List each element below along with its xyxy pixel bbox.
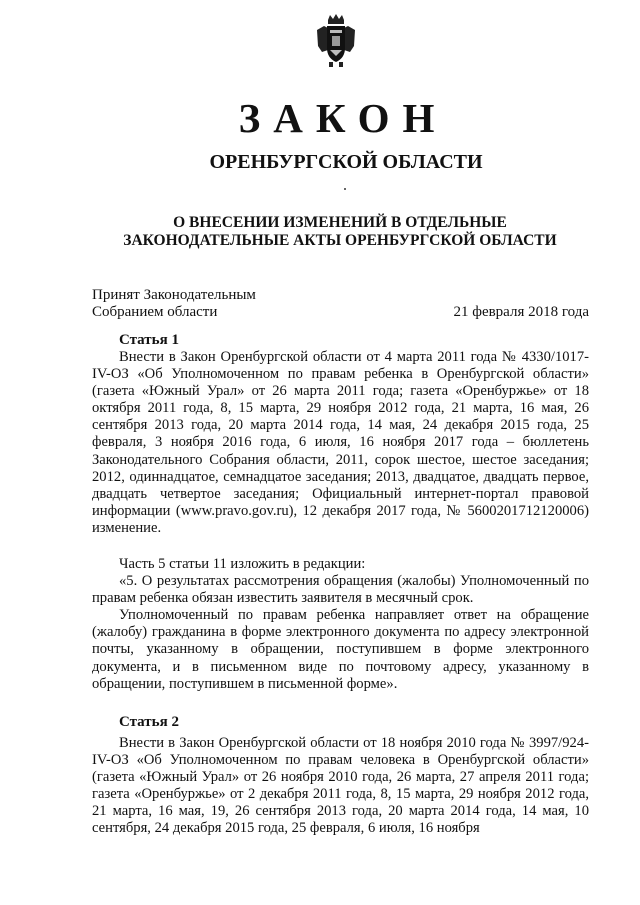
law-region: ОРЕНБУРГСКОЙ ОБЛАСТИ <box>209 151 483 173</box>
coat-of-arms-icon <box>316 14 356 68</box>
article-2-body <box>92 735 589 838</box>
adoption-date: 21 февраля 2018 года <box>453 304 589 320</box>
adoption-line-2: Собранием области <box>92 304 218 320</box>
adoption-line-1: Принят Законодательным <box>92 287 256 303</box>
article-1-heading: Статья 1 <box>119 332 179 348</box>
article-1-paragraph: Внести в Закон Оренбургской области от 4 марта 2011 года № 4330/1017-IV-ОЗ «Об Уполномоченном по правам ребенка в Оренбургской области» (газета «Южный Урал» от 26 марта 2011 года; газета «Оренбуржье» от 18 октября 2011 года, 8, 15 марта, 29 ноября 2012 года, 21 марта, 16 мая, 26 сентября 2013 года, 20 марта 2014 года, 14 мая, 24 декабря 2015 года, 25 февраля, 3 ноября 2016 года, 6 июля, 16 ноября 2017 года – бюллетень Законодательного Собрания области, 2011, сорок шестое, шестое заседания; 2012, одиннадцатое, семнадцатое заседания; 2013, двадцатое, двадцать первое, двадцать четвертое заседания; Официальный интернет-портал правовой информации (www.pravo.gov.ru), 12 декабря 2017 года, № 5600201712120006) изменение. <box>92 349 589 536</box>
article-2-heading: Статья 2 <box>119 714 179 730</box>
amendment-paragraph-2: Уполномоченный по правам ребенка направляет ответ на обращение (жалобу) гражданина в форме электронного документа по адресу электронной почты, указанному в обращении, поступившем в форме электронного документа, и в письменном виде по почтовому адресу, указанному в обращении, поступившем в письменной форме». <box>92 607 589 692</box>
amendment-intro: Часть 5 статьи 11 изложить в редакции: <box>119 556 366 572</box>
article-2-paragraph: Внести в Закон Оренбургской области от 18 ноября 2010 года № 3997/924-IV-ОЗ «Об Уполномоченном по правам человека в Оренбургской области» (газета «Южный Урал» от 26 ноября 2010 года, 26 марта, 27 апреля 2011 года; газета «Оренбуржье» от 2 декабря 2011 года, 8, 15 марта, 29 ноября 2012 года, 21 марта, 16 мая, 19, 26 сентября 2013 года, 20 марта 2014 года, 14 мая, 10 сентября, 24 декабря 2015 года, 25 февраля, 6 июля, 16 ноября <box>92 735 589 837</box>
law-title: ЗАКОН <box>238 95 448 141</box>
adoption-note <box>92 287 256 321</box>
amendment-paragraph-1: «5. О результатах рассмотрения обращения (жалобы) Уполномоченный по правам ребенка обязан известить заявителя в месячный срок. <box>92 573 589 607</box>
subject-line-2: ЗАКОНОДАТЕЛЬНЫЕ АКТЫ ОРЕНБУРГСКОЙ ОБЛАСТИ <box>123 232 557 249</box>
divider-dot <box>344 188 346 190</box>
subject-line-1: О ВНЕСЕНИИ ИЗМЕНЕНИЙ В ОТДЕЛЬНЫЕ <box>173 214 507 231</box>
article-1-amendment <box>92 556 589 693</box>
law-subject <box>0 214 640 250</box>
article-1-body <box>92 349 589 537</box>
